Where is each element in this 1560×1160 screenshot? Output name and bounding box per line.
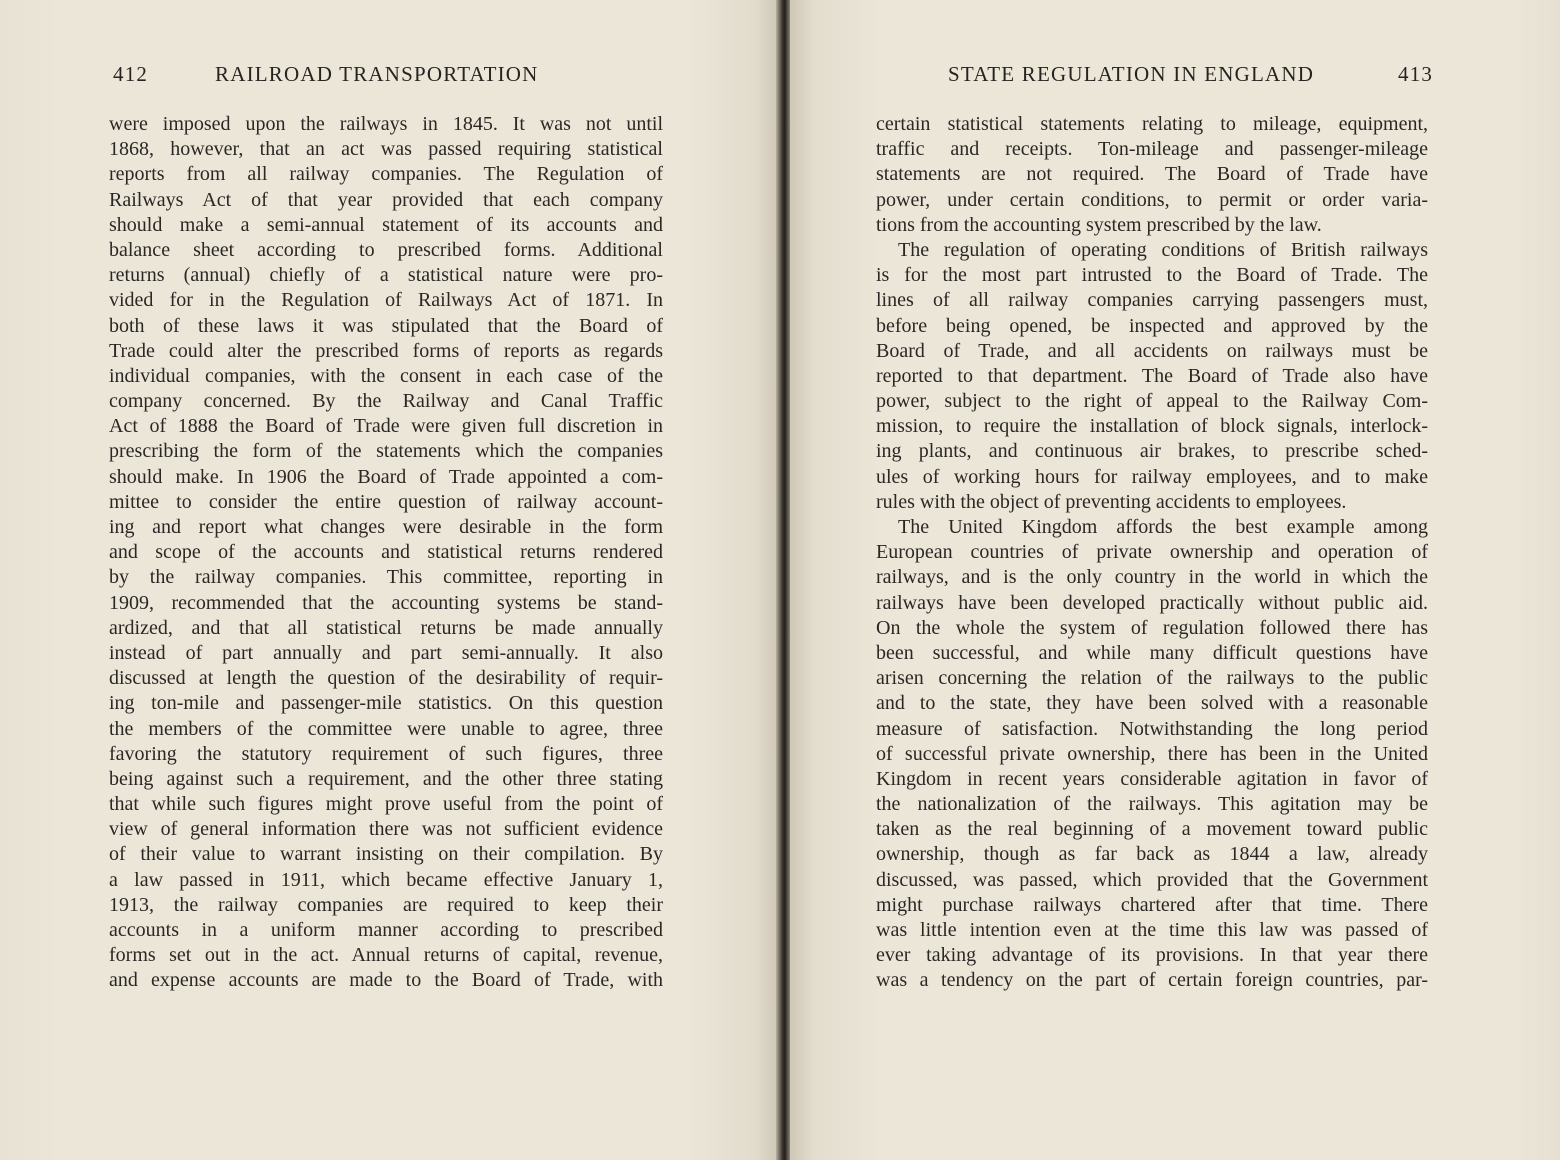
text-line: the members of the committee were unable to agree, three: [109, 717, 663, 740]
left-body-text: [109, 112, 663, 994]
text-line: individual companies, with the consent in each case of the: [109, 364, 663, 387]
text-line: discussed, was passed, which provided that the Government: [876, 868, 1428, 891]
text-line: was a tendency on the part of certain foreign countries, par-: [876, 969, 1428, 992]
text-line: and scope of the accounts and statistical returns rendered: [109, 541, 663, 564]
text-line: were imposed upon the railways in 1845. It was not until: [109, 113, 663, 135]
text-line: Kingdom in recent years considerable agitation in favor of: [876, 767, 1428, 790]
text-line: returns (annual) chiefly of a statistical nature were pro-: [109, 264, 663, 287]
text-line: the nationalization of the railways. This agitation may be: [876, 793, 1428, 816]
text-line: ardized, and that all statistical returns be made annually: [109, 616, 663, 639]
text-line: railways, and is the only country in the world in which the: [876, 566, 1428, 589]
right-page-number: 413: [1398, 62, 1434, 86]
text-line: rules with the object of preventing accidents to employees.: [876, 490, 1347, 513]
text-line: traffic and receipts. Ton-mileage and passenger-mileage: [876, 138, 1428, 161]
text-line: view of general information there was not sufficient evidence: [109, 818, 663, 841]
text-line: 1909, recommended that the accounting systems be stand-: [109, 591, 663, 614]
text-line: On the whole the system of regulation followed there has: [876, 616, 1428, 639]
text-line: European countries of private ownership and operation of: [876, 541, 1428, 564]
text-line: might purchase railways chartered after that time. There: [876, 893, 1428, 916]
text-line: reported to that department. The Board of Trade also have: [876, 364, 1428, 387]
text-line: ever taking advantage of its provisions. In that year there: [876, 944, 1428, 967]
text-line: ing ton-mile and passenger-mile statistics. On this question: [109, 692, 663, 715]
text-line: of successful private ownership, there has been in the United: [876, 742, 1428, 765]
text-line: certain statistical statements relating to mileage, equipment,: [876, 113, 1428, 135]
text-line: Board of Trade, and all accidents on railways must be: [876, 339, 1428, 362]
text-line: vided for in the Regulation of Railways Act of 1871. In: [109, 289, 663, 312]
left-page: [0, 0, 778, 1160]
text-line: Act of 1888 the Board of Trade were given full discretion in: [109, 415, 663, 438]
text-line: Railways Act of that year provided that each company: [109, 188, 663, 211]
text-line: lines of all railway companies carrying passengers must,: [876, 289, 1428, 312]
text-line: 1868, however, that an act was passed requiring statistical: [109, 138, 663, 161]
text-line: before being opened, be inspected and approved by the: [876, 314, 1428, 337]
text-line: and expense accounts are made to the Board of Trade, with: [109, 969, 663, 992]
text-line: The regulation of operating conditions of British railways: [898, 238, 1428, 261]
text-line: taken as the real beginning of a movement toward public: [876, 818, 1428, 841]
text-line: tions from the accounting system prescribed by the law.: [876, 213, 1322, 236]
right-page: [790, 0, 1560, 1160]
text-line: should make a semi-annual statement of its accounts and: [109, 213, 663, 236]
text-line: ing plants, and continuous air brakes, to prescribe sched-: [876, 440, 1428, 463]
text-line: railways have been developed practically without public aid.: [876, 591, 1428, 614]
text-line: been successful, and while many difficult questions have: [876, 641, 1428, 664]
text-line: balance sheet according to prescribed forms. Additional: [109, 238, 663, 261]
text-line: discussed at length the question of the desirability of requir-: [109, 667, 663, 690]
text-line: ownership, though as far back as 1844 a law, already: [876, 843, 1428, 866]
text-line: and to the state, they have been solved with a reasonable: [876, 692, 1428, 715]
text-line: ules of working hours for railway employees, and to make: [876, 465, 1428, 488]
text-line: accounts in a uniform manner according to prescribed: [109, 919, 663, 941]
text-line: power, subject to the right of appeal to the Railway Com-: [876, 390, 1428, 413]
text-line: favoring the statutory requirement of such figures, three: [109, 742, 663, 765]
text-line: power, under certain conditions, to permit or order varia-: [876, 188, 1428, 211]
left-running-head: RAILROAD TRANSPORTATION: [215, 62, 539, 86]
text-line: was little intention even at the time this law was passed of: [876, 919, 1428, 941]
text-line: arisen concerning the relation of the railways to the public: [876, 667, 1428, 690]
text-line: of their value to warrant insisting on their compilation. By: [109, 843, 663, 866]
text-line: both of these laws it was stipulated that the Board of: [109, 314, 663, 337]
text-line: that while such figures might prove useful from the point of: [109, 793, 663, 816]
text-line: company concerned. By the Railway and Canal Traffic: [109, 390, 663, 413]
text-line: Trade could alter the prescribed forms of reports as regards: [109, 339, 663, 362]
text-line: 1913, the railway companies are required to keep their: [109, 893, 663, 916]
text-line: forms set out in the act. Annual returns of capital, revenue,: [109, 944, 663, 967]
text-line: prescribing the form of the statements which the companies: [109, 440, 663, 463]
text-line: The United Kingdom affords the best example among: [898, 516, 1428, 538]
text-line: mittee to consider the entire question of railway account-: [109, 490, 663, 513]
text-line: ing and report what changes were desirable in the form: [109, 516, 663, 538]
text-line: by the railway companies. This committee, reporting in: [109, 566, 663, 589]
text-line: instead of part annually and part semi-annually. It also: [109, 641, 663, 664]
text-line: statements are not required. The Board of Trade have: [876, 163, 1428, 186]
text-line: is for the most part intrusted to the Board of Trade. The: [876, 264, 1428, 287]
text-line: measure of satisfaction. Notwithstanding the long period: [876, 717, 1428, 740]
text-line: a law passed in 1911, which became effective January 1,: [109, 868, 663, 891]
text-line: mission, to require the installation of block signals, interlock-: [876, 415, 1428, 438]
right-running-head: STATE REGULATION IN ENGLAND: [948, 62, 1315, 86]
right-body-text: [876, 112, 1428, 994]
text-line: reports from all railway companies. The Regulation of: [109, 163, 663, 186]
text-line: being against such a requirement, and the other three stating: [109, 767, 663, 790]
text-line: should make. In 1906 the Board of Trade appointed a com-: [109, 465, 663, 488]
left-page-number: 412: [113, 62, 149, 86]
